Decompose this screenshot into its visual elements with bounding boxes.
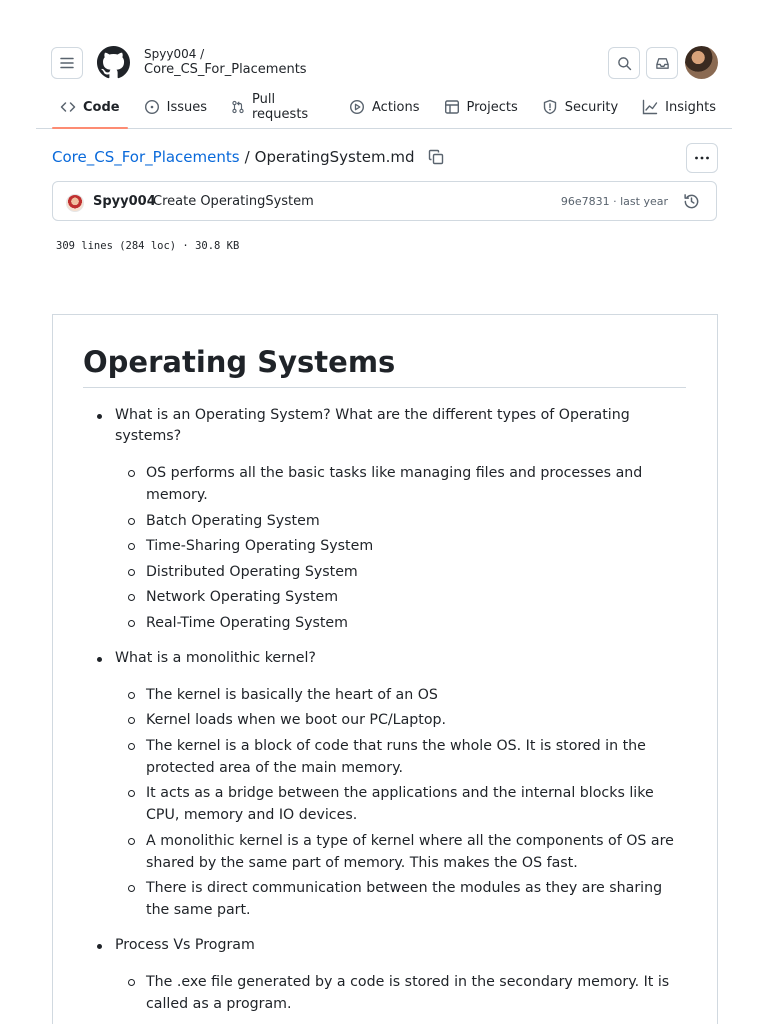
more-options-button[interactable] <box>686 143 718 173</box>
list-item: A monolithic kernel is a type of kernel where all the components of OS are shared by the same part of memory. This makes the OS fast. <box>83 830 688 874</box>
tab-label: Insights <box>665 99 716 115</box>
github-logo-icon[interactable] <box>97 46 130 79</box>
breadcrumb <box>52 148 444 166</box>
commit-author-link[interactable]: Spyy004 <box>93 194 156 209</box>
tab-insights[interactable] <box>634 92 724 122</box>
menu-button[interactable] <box>51 47 83 79</box>
tab-label: Security <box>564 99 619 115</box>
copy-icon[interactable] <box>428 149 444 165</box>
breadcrumb-file-name: OperatingSystem.md <box>254 148 415 166</box>
graph-icon <box>642 99 658 115</box>
search-icon <box>617 56 632 71</box>
list-item: The kernel is basically the heart of an OS <box>83 684 688 706</box>
history-icon[interactable] <box>683 193 700 210</box>
table-icon <box>444 99 460 115</box>
kebab-horizontal-icon <box>694 156 710 160</box>
search-button[interactable] <box>608 47 640 79</box>
answer-list <box>83 462 688 634</box>
answer-list <box>83 684 688 922</box>
tab-label: Issues <box>166 99 207 115</box>
tab-label: Projects <box>466 99 518 115</box>
question-list <box>83 405 688 1015</box>
commit-meta[interactable]: 96e7831 · last year <box>560 195 668 208</box>
repo-name-link[interactable]: Core_CS_For_Placements <box>144 62 307 77</box>
list-item: Network Operating System <box>83 586 688 608</box>
repo-tabs <box>52 92 732 129</box>
tab-label: Actions <box>372 99 420 115</box>
tab-issues[interactable] <box>136 92 215 122</box>
list-item: Kernel loads when we boot our PC/Laptop. <box>83 709 688 731</box>
list-item: What is an Operating System? What are the different types of Operating systems? <box>83 405 688 447</box>
breadcrumb-separator: / <box>244 148 250 166</box>
commit-message-link[interactable]: Create OperatingSystem <box>153 194 314 209</box>
tab-label: Code <box>83 99 120 115</box>
markdown-body <box>52 314 718 1024</box>
inbox-button[interactable] <box>646 47 678 79</box>
answer-list <box>83 971 688 1015</box>
tab-label: Pull requests <box>252 92 309 122</box>
list-item: Time-Sharing Operating System <box>83 535 688 557</box>
tab-projects[interactable] <box>436 92 526 122</box>
tab-actions[interactable] <box>341 92 428 122</box>
user-avatar[interactable] <box>685 46 718 79</box>
tab-security[interactable] <box>534 92 626 122</box>
repo-owner-link[interactable]: Spyy004 / <box>144 47 205 61</box>
list-item: OS performs all the basic tasks like managing files and processes and memory. <box>83 462 688 506</box>
list-item: The .exe file generated by a code is stored in the secondary memory. It is called as a program. <box>83 971 688 1015</box>
commit-author-avatar[interactable] <box>66 194 84 212</box>
list-item: What is a monolithic kernel? <box>83 648 688 669</box>
list-item: The kernel is a block of code that runs the whole OS. It is stored in the protected area of the main memory. <box>83 735 688 779</box>
hamburger-icon <box>60 57 74 69</box>
list-item: Distributed Operating System <box>83 561 688 583</box>
play-icon <box>349 99 365 115</box>
list-item: It acts as a bridge between the applications and the internal blocks like CPU, memory and IO devices. <box>83 782 688 826</box>
tab-code[interactable] <box>52 92 128 122</box>
list-item: There is direct communication between the modules as they are sharing the same part. <box>83 877 688 921</box>
list-item: Process Vs Program <box>83 935 688 956</box>
list-item: Real-Time Operating System <box>83 612 688 634</box>
breadcrumb-repo-link[interactable]: Core_CS_For_Placements <box>52 148 240 166</box>
pull-request-icon <box>231 99 245 115</box>
file-info: 309 lines (284 loc) · 30.8 KB <box>56 240 240 252</box>
repo-header <box>36 30 732 129</box>
code-icon <box>60 99 76 115</box>
tab-pull-requests[interactable] <box>223 92 333 122</box>
issue-icon <box>144 99 160 115</box>
latest-commit-bar <box>52 181 717 221</box>
shield-icon <box>542 99 558 115</box>
document-content <box>83 405 688 1024</box>
list-item: Batch Operating System <box>83 510 688 532</box>
document-title: Operating Systems <box>83 345 686 388</box>
inbox-icon <box>655 56 670 71</box>
